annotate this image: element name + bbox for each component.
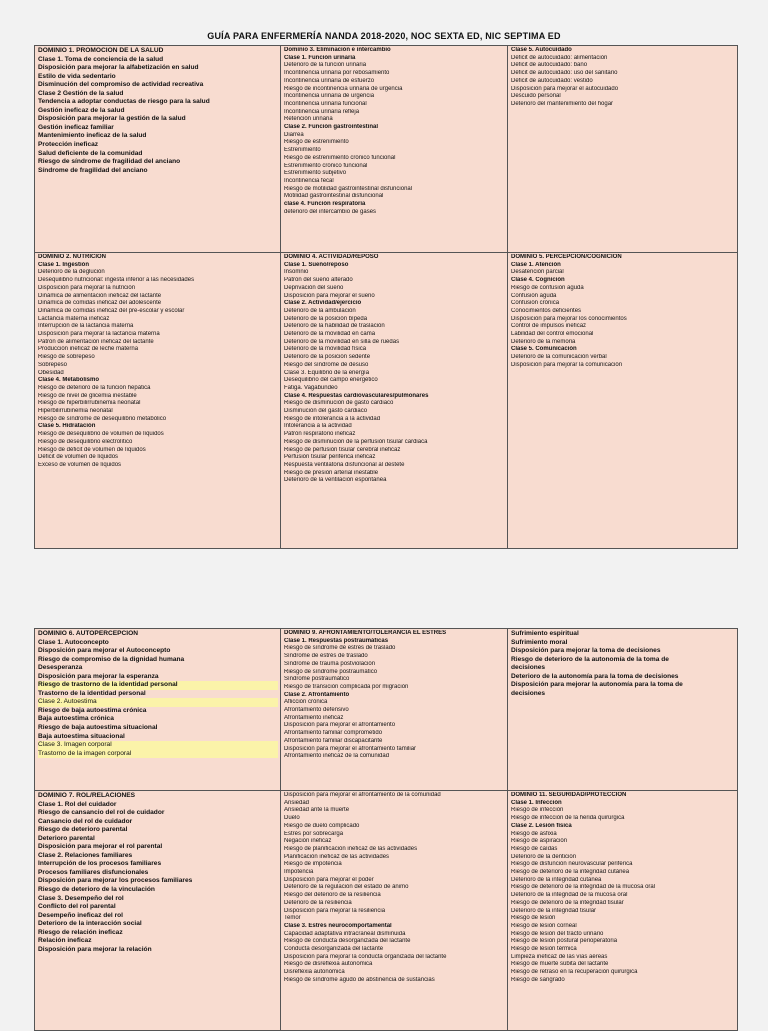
section-heading: Disposición para mejorar la alfabetización en salud — [38, 64, 199, 72]
list-item: Patrón respiratorio ineficaz — [284, 431, 356, 438]
list-item: Deterioro de la resiliencia — [284, 899, 352, 906]
list-item: Temor — [284, 915, 301, 922]
list-item: Hiperbilirrubinemia neonatal — [38, 408, 113, 415]
list-item: Deterioro de la comunicación verbal — [511, 354, 607, 361]
list-item: Riesgo de intolerancia a la actividad — [284, 415, 381, 422]
list-item: Riesgo de déficit de volumen de líquidos — [38, 446, 146, 453]
list-item: Riesgo de nivel de glicemia inestable — [38, 392, 137, 399]
list-item: Riesgo de estreñimiento crónico funcional — [284, 154, 396, 161]
list-item: Confusión crónica — [511, 300, 560, 307]
list-item: Deterioro de la habilidad de traslación — [284, 323, 385, 330]
section-heading: Interrupción de los procesos familiares — [38, 860, 162, 868]
list-item: Clase 3. Equilibrio de la energía — [284, 369, 370, 376]
section-heading: Tendencia a adoptar conductas de riesgo para la salud — [38, 98, 210, 106]
section-heading: Trastorno de la identidad personal — [38, 689, 146, 697]
list-item: Riesgo de infección — [511, 807, 564, 814]
list-item: Capacidad adaptativa intracraneal disminuida — [284, 930, 406, 937]
list-item: Disposición para mejorar la nutrición — [38, 284, 136, 291]
list-item: Deterioro del mantenimiento del hogar — [511, 100, 614, 107]
list-item: Patrón de alimentación ineficaz del lactante — [38, 338, 154, 345]
section-heading: Clase 2. Relaciones familiares — [38, 851, 133, 859]
list-item: Trastorno de la imagen corporal — [38, 750, 278, 759]
list-item: Interrupción de la lactancia materna — [38, 323, 134, 330]
section-heading: Clase 1. Autoconcepto — [38, 638, 109, 646]
list-item: Disreflexia autonómica — [284, 969, 345, 976]
list-item: Deterioro de la posición bípeda — [284, 315, 368, 322]
list-item: Deterioro de la movilidad física — [284, 346, 367, 353]
list-item: Afrontamiento defensivo — [284, 707, 349, 714]
list-item: Dinámica de alimentación ineficaz del lactante — [38, 292, 162, 299]
list-item: Riesgo de incontinencia urinaria de urgencia — [284, 85, 403, 92]
section-heading: Riesgo de baja autoestima crónica — [38, 706, 147, 714]
list-item: Riesgo de aspiración — [511, 838, 568, 845]
section-heading: Riesgo de relación ineficaz — [38, 928, 123, 936]
list-item: Dinámica de comidas ineficaz del pre-escolar y escolar — [38, 307, 185, 314]
list-item: Impotencia — [284, 869, 314, 876]
list-item: Riesgo de duelo complicado — [284, 822, 360, 829]
list-item: Riesgo de deterioro de la función hepática — [38, 384, 151, 391]
table-row — [35, 253, 738, 549]
domain-cell — [281, 629, 508, 791]
section-heading: Clase 2. Afrontamiento — [284, 691, 350, 698]
section-heading: DOMINIO 5. PERCEPCIÓN/COGNICIÓN — [511, 254, 622, 260]
list-item: Control de impulsos ineficaz — [511, 323, 587, 330]
section-heading: DOMINIO 2. NUTRICIÓN — [38, 254, 107, 260]
section-heading: Desempeño ineficaz del rol — [38, 911, 124, 919]
section-heading: Riesgo de deterioro de la autonomía de la toma de — [511, 655, 669, 663]
list-item: Riesgo de lesión — [511, 915, 556, 922]
list-item: Incontinencia fecal — [284, 177, 334, 184]
section-heading: Clase 4. Cognición — [511, 277, 565, 284]
list-item: Clase 3. Imagen corporal — [38, 741, 278, 750]
section-heading: Clase 1. Rol del cuidador — [38, 800, 117, 808]
list-item: Producción ineficaz de leche materna — [38, 346, 139, 353]
section-heading: Procesos familiares disfuncionales — [38, 868, 149, 876]
list-item: Riesgo de lesión térmica — [511, 946, 577, 953]
list-item: Descuido personal — [511, 93, 561, 100]
section-heading: Disposición para mejorar el rol parental — [38, 843, 163, 851]
list-item: Patrón del sueño alterado — [284, 277, 353, 284]
list-item: Riesgo de disfunción neurovascular periférica — [511, 861, 633, 868]
list-item: Riesgo de desequilibrio electrolítico — [38, 438, 133, 445]
list-item: Deterioro de la dentición — [511, 853, 577, 860]
section-heading: DOMINIO 1. PROMOCIÓN DE LA SALUD — [38, 47, 164, 54]
list-item: Riesgo de síndrome de estrés de traslado — [284, 645, 396, 652]
section-heading: Gestión ineficaz familiar — [38, 123, 114, 131]
list-item: Sobrepeso — [38, 361, 68, 368]
list-item: Riesgo de retraso en la recuperación quirúrgica — [511, 969, 638, 976]
section-heading: Clase 5. Comunicación — [511, 346, 577, 353]
section-heading: Deterioro parental — [38, 834, 95, 842]
nanda-table-2 — [34, 628, 738, 1031]
section-heading: Baja autoestima crónica — [38, 715, 114, 723]
domain-cell — [508, 46, 738, 253]
list-item: Disposición para mejorar el afrontamiento familiar — [284, 745, 417, 752]
list-item: Riesgo de presión arterial inestable — [284, 469, 379, 476]
list-item: Fatiga. Vagabundeo — [284, 384, 338, 391]
list-item: Riesgo de disreflexia autonómica — [284, 961, 373, 968]
list-item: Deterioro de la función urinaria — [284, 62, 367, 69]
list-item: Lactancia materna ineficaz — [38, 315, 110, 322]
list-item: Disposición para mejorar la conducta organizada del lactante — [284, 953, 447, 960]
section-heading: Cansancio del rol de cuidador — [38, 817, 133, 825]
section-heading: DOMINIO 6. AUTOPERCEPCIÓN — [38, 630, 139, 637]
section-heading: decisiones — [511, 689, 546, 697]
section-heading: DOMINIO 7. ROL/RELACIONES — [38, 792, 136, 799]
section-heading: Dominio 3. Eliminación e intercambio — [284, 47, 391, 53]
section-heading: Clase 4. Respuestas cardiovasculares/pulmonares — [284, 392, 429, 399]
list-item: Riesgo del deterioro de la resiliencia — [284, 892, 381, 899]
list-item: Afrontamiento ineficaz de la comunidad — [284, 753, 390, 760]
list-item: Riesgo de lesión corneal — [511, 922, 577, 929]
list-item: Afrontamiento familiar discapacitante — [284, 737, 383, 744]
list-item: Riesgo de impotencia — [284, 861, 342, 868]
list-item: Deterioro de la memoria — [511, 338, 576, 345]
list-item: Síndrome postraumático — [284, 676, 350, 683]
list-item: Disposición para mejorar el afrontamiento — [284, 722, 396, 729]
section-heading: Clase 5. Hidratación — [38, 423, 96, 430]
list-item: Riesgo de síndrome agudo de abstinencia de sustancias — [284, 976, 435, 983]
section-heading: decisiones — [511, 664, 546, 672]
section-heading: Deterioro de la autonomía para la toma de decisiones — [511, 672, 679, 680]
list-item: Disposición para mejorar el afrontamiento de la comunidad — [284, 792, 441, 798]
domain-cell — [35, 46, 281, 253]
list-item: Deterioro de la deglución — [38, 269, 105, 276]
section-heading: Clase 1. Sueño/reposo — [284, 261, 349, 268]
section-heading: Disposición para mejorar el Autoconcepto — [38, 647, 171, 655]
list-item: Riesgo de conducta desorganizada del lactante — [284, 938, 411, 945]
list-item: Deterioro de la integridad de la mucosa oral — [511, 892, 628, 899]
list-item: Riesgo de caídas — [511, 845, 558, 852]
list-item: Confusión aguda — [511, 292, 557, 299]
table-row — [35, 791, 738, 1031]
domain-cell — [35, 629, 281, 791]
list-item: Riesgo de transición complicada por migración — [284, 683, 409, 690]
list-item: Disminución del gasto cardiaco — [284, 408, 368, 415]
section-heading: Disposición para mejorar la esperanza — [38, 672, 159, 680]
list-item: Perfusión tisular periférica ineficaz — [284, 454, 376, 461]
list-item: Desequilibrio del campo energético — [284, 377, 378, 384]
section-heading: Riesgo de deterioro de la vinculación — [38, 886, 155, 894]
section-heading: Gestión ineficaz de la salud — [38, 106, 125, 114]
list-item: Deterioro de la ventilación espontánea — [284, 477, 387, 484]
section-heading: Disposición para mejorar los procesos familiares — [38, 877, 193, 885]
list-item: Riesgo de motilidad gastrointestinal disfuncional — [284, 185, 413, 192]
section-heading: Disposición para mejorar la autonomía para la toma de — [511, 681, 683, 689]
list-item: Riesgo de hiperbilirrubinemia neonatal — [38, 400, 141, 407]
list-item: Deterioro de la integridad cutánea — [511, 876, 602, 883]
list-item: Deprivación del sueño — [284, 284, 344, 291]
list-item: Riesgo de lesión del tracto urinario — [511, 930, 604, 937]
section-heading: Riesgo de cansancio del rol de cuidador — [38, 809, 165, 817]
list-item: Disposición para mejorar el autocuidado — [511, 85, 619, 92]
list-item: Déficit de volumen de líquidos — [38, 454, 119, 461]
section-heading: Clase 1. Atención — [511, 261, 561, 268]
section-heading: Baja autoestima situacional — [38, 732, 125, 740]
list-item: Duelo — [284, 815, 300, 822]
list-item: Limpieza ineficaz de las vías aéreas — [511, 953, 608, 960]
domain-cell — [281, 46, 508, 253]
section-heading: Clase 5. Autocuidado — [511, 47, 572, 53]
section-heading: Clase 2 Gestión de la salud — [38, 89, 124, 97]
list-item: Riesgo de deterioro de la integridad tisular — [511, 899, 624, 906]
table-row — [35, 46, 738, 253]
list-item: Riesgo de deterioro de la integridad de la mucosa oral — [511, 884, 656, 891]
list-item: Deterioro de la movilidad en silla de ruedas — [284, 338, 400, 345]
section-heading: Clase 2. Lesión física — [511, 822, 572, 829]
section-heading: Síndrome de fragilidad del anciano — [38, 166, 148, 174]
section-heading: Riesgo de trastorno de la identidad personal — [38, 681, 278, 690]
list-item: Riesgo de disminución de la perfusión tisular cardiaca — [284, 438, 428, 445]
list-item: Incontinencia urinaria por rebosamiento — [284, 70, 390, 77]
section-heading: Sufrimiento espiritual — [511, 630, 579, 637]
list-item: Ansiedad ante la muerte — [284, 807, 350, 814]
section-heading: Clase 3. Estrés neurocomportamental — [284, 922, 392, 929]
section-heading: Clase 3. Desempeño del rol — [38, 894, 124, 902]
list-item: Déficit de autocuidado: alimentación — [511, 54, 608, 61]
section-heading: Clase 1. Función urinaria — [284, 54, 356, 61]
list-item: Riesgo de síndrome postraumático — [284, 668, 378, 675]
list-item: deterioro del intercambio de gases — [284, 208, 377, 215]
list-item: Estreñimiento subjetivo — [284, 170, 347, 177]
section-heading: DOMINIO 11. SEGURIDAD/PROTECCIÓN — [511, 792, 627, 798]
list-item: Dinámica de comidas ineficaz del adolescente — [38, 300, 162, 307]
list-item: Desequilibrio nutricional: ingesta inferior a las necesidades — [38, 277, 195, 284]
list-item: Deterioro de la regulación del estado de ánimo — [284, 884, 409, 891]
list-item: Síndrome de estrés de traslado — [284, 653, 368, 660]
section-heading: Mantenimiento ineficaz de la salud — [38, 132, 147, 140]
list-item: Disposición para mejorar el poder — [284, 876, 374, 883]
list-item: Riesgo de deterioro de la integridad cutánea — [511, 869, 630, 876]
section-heading: Disminución del compromiso de actividad recreativa — [38, 81, 204, 89]
list-item: Disposición para mejorar los conocimientos — [511, 315, 627, 322]
list-item: Déficit de autocuidado: vestido — [511, 77, 593, 84]
domain-cell — [508, 253, 738, 549]
list-item: Respuesta ventilatoria disfuncional al destete — [284, 461, 405, 468]
list-item: Aflicción crónica — [284, 699, 328, 706]
section-heading: Relación ineficaz — [38, 937, 92, 945]
list-item: Riesgo de muerte súbita del lactante — [511, 961, 609, 968]
list-item: Estreñimiento crónico funcional — [284, 162, 368, 169]
list-item: Déficit de autocuidado: baño — [511, 62, 588, 69]
list-item: Deterioro de la posición sedente — [284, 354, 371, 361]
list-item: Deterioro de la ambulación — [284, 307, 356, 314]
list-item: Disposición para mejorar la comunicación — [511, 361, 623, 368]
list-item: Riesgo de desequilibrio de volumen de líquidos — [38, 431, 164, 438]
list-item: Riesgo de perfusión tisular cerebral ineficaz — [284, 446, 401, 453]
list-item: Disposición para mejorar la lactancia materna — [38, 331, 160, 338]
section-heading: Clase 4. Metabolismo — [38, 377, 100, 384]
section-heading: Riesgo de baja autoestima situacional — [38, 724, 158, 732]
list-item: Incontinencia urinaria de urgencia — [284, 93, 375, 100]
list-item: Planificación ineficaz de las actividades — [284, 853, 390, 860]
section-heading: Riesgo de deterioro parental — [38, 826, 128, 834]
section-heading: Riesgo de compromiso de la dignidad humana — [38, 655, 185, 663]
list-item: Desatención parcial — [511, 269, 564, 276]
section-heading: Clase 1. Respuestas postraumáticas — [284, 637, 389, 644]
domain-cell — [35, 253, 281, 549]
list-item: Riesgo de confusión aguda — [511, 284, 584, 291]
section-heading: Clase 1. Infección — [511, 799, 562, 806]
list-item: Riesgo de sangrado — [511, 976, 565, 983]
section-heading: DOMINIO 9. AFRONTAMIENTO/TOLERANCIA EL ESTRÉS — [284, 630, 447, 636]
list-item: Déficit de autocuidado: uso del sanitario — [511, 70, 618, 77]
list-item: Riesgo de planificación ineficaz de las actividades — [284, 845, 418, 852]
list-item: Afrontamiento familiar comprometido — [284, 730, 383, 737]
list-item: Incontinencia urinaria refleja — [284, 108, 360, 115]
list-item: Riesgo de lesión postural perioperatoria — [511, 938, 618, 945]
nanda-table-1 — [34, 45, 738, 549]
list-item: Estrés por sobrecarga — [284, 830, 344, 837]
section-heading: Conflicto del rol parental — [38, 903, 116, 911]
section-heading: Clase 1. Toma de conciencia de la salud — [38, 55, 164, 63]
list-item: Afrontamiento ineficaz — [284, 714, 344, 721]
list-item: Riesgo del síndrome de desuso — [284, 361, 369, 368]
section-heading: Deterioro de la interacción social — [38, 920, 142, 928]
list-item: Incontinencia urinaria de esfuerzo — [284, 77, 375, 84]
list-item: Disposición para mejorar el sueño — [284, 292, 375, 299]
list-item: Deterioro de la movilidad en cama — [284, 331, 376, 338]
list-item: Estreñimiento — [284, 147, 321, 154]
section-heading: Estilo de vida sedentario — [38, 72, 116, 80]
section-heading: Clase 2. Actividad/ejercicio — [284, 300, 362, 307]
section-heading: Desesperanza — [38, 664, 83, 672]
list-item: Clase 2. Autoestima — [38, 698, 278, 707]
list-item: Riesgo de estreñimiento — [284, 139, 349, 146]
list-item: Labilidad del control emocional — [511, 331, 594, 338]
list-item: Síndrome de trauma postviolación — [284, 660, 376, 667]
list-item: Insomnio — [284, 269, 309, 276]
section-heading: Sufrimiento moral — [511, 638, 568, 646]
list-item: Obesidad — [38, 369, 64, 376]
list-item: Intolerancia a la actividad — [284, 423, 352, 430]
list-item: Incontinencia urinaria funcional — [284, 100, 367, 107]
list-item: Exceso de volumen de líquidos — [38, 461, 122, 468]
table-row — [35, 629, 738, 791]
domain-cell — [508, 629, 738, 791]
list-item: Deterioro de la integridad tisular — [511, 907, 597, 914]
section-heading: Disposición para mejorar la toma de decisiones — [511, 647, 661, 655]
section-heading: Clase 1. Ingestión — [38, 261, 90, 268]
domain-cell — [35, 791, 281, 1031]
section-heading: Riesgo de síndrome de fragilidad del anciano — [38, 158, 181, 166]
section-heading: Disposición para mejorar la gestión de la salud — [38, 115, 186, 123]
page-title: GUÍA PARA ENFERMERÍA NANDA 2018-2020, NOC SEXTA ED, NIC SEPTIMA ED — [207, 31, 561, 41]
section-heading: DOMINIO 4. ACTIVIDAD/REPOSO — [284, 254, 379, 260]
section-heading: Disposición para mejorar la relación — [38, 945, 152, 953]
list-item: Riesgo de asfixia — [511, 830, 557, 837]
section-heading: Clase 2. Función gastrointestinal — [284, 124, 379, 131]
list-item: Riesgo de disminución de gasto cardiaco — [284, 400, 394, 407]
list-item: Riesgo de sobrepeso — [38, 354, 95, 361]
list-item: Diarrea — [284, 131, 304, 138]
list-item: Conocimientos deficientes — [511, 307, 582, 314]
list-item: Ansiedad — [284, 799, 310, 806]
domain-cell — [508, 791, 738, 1031]
list-item: Riesgo de síndrome de desequilibrio metabólico — [38, 415, 167, 422]
list-item: Conducta desorganizada del lactante — [284, 946, 384, 953]
domain-cell — [281, 253, 508, 549]
list-item: Motilidad gastrointestinal disfuncional — [284, 193, 384, 200]
section-heading: clase 4. Función respiratoria — [284, 201, 366, 208]
list-item: Retención urinaria — [284, 116, 333, 123]
list-item: Disposición para mejorar la resiliencia — [284, 907, 386, 914]
section-heading: Salud deficiente de la comunidad — [38, 149, 143, 157]
list-item: Riesgo de infección de la herida quirúrgica — [511, 815, 625, 822]
domain-cell — [281, 791, 508, 1031]
list-item: Negación ineficaz — [284, 838, 332, 845]
section-heading: Protección ineficaz — [38, 141, 99, 149]
